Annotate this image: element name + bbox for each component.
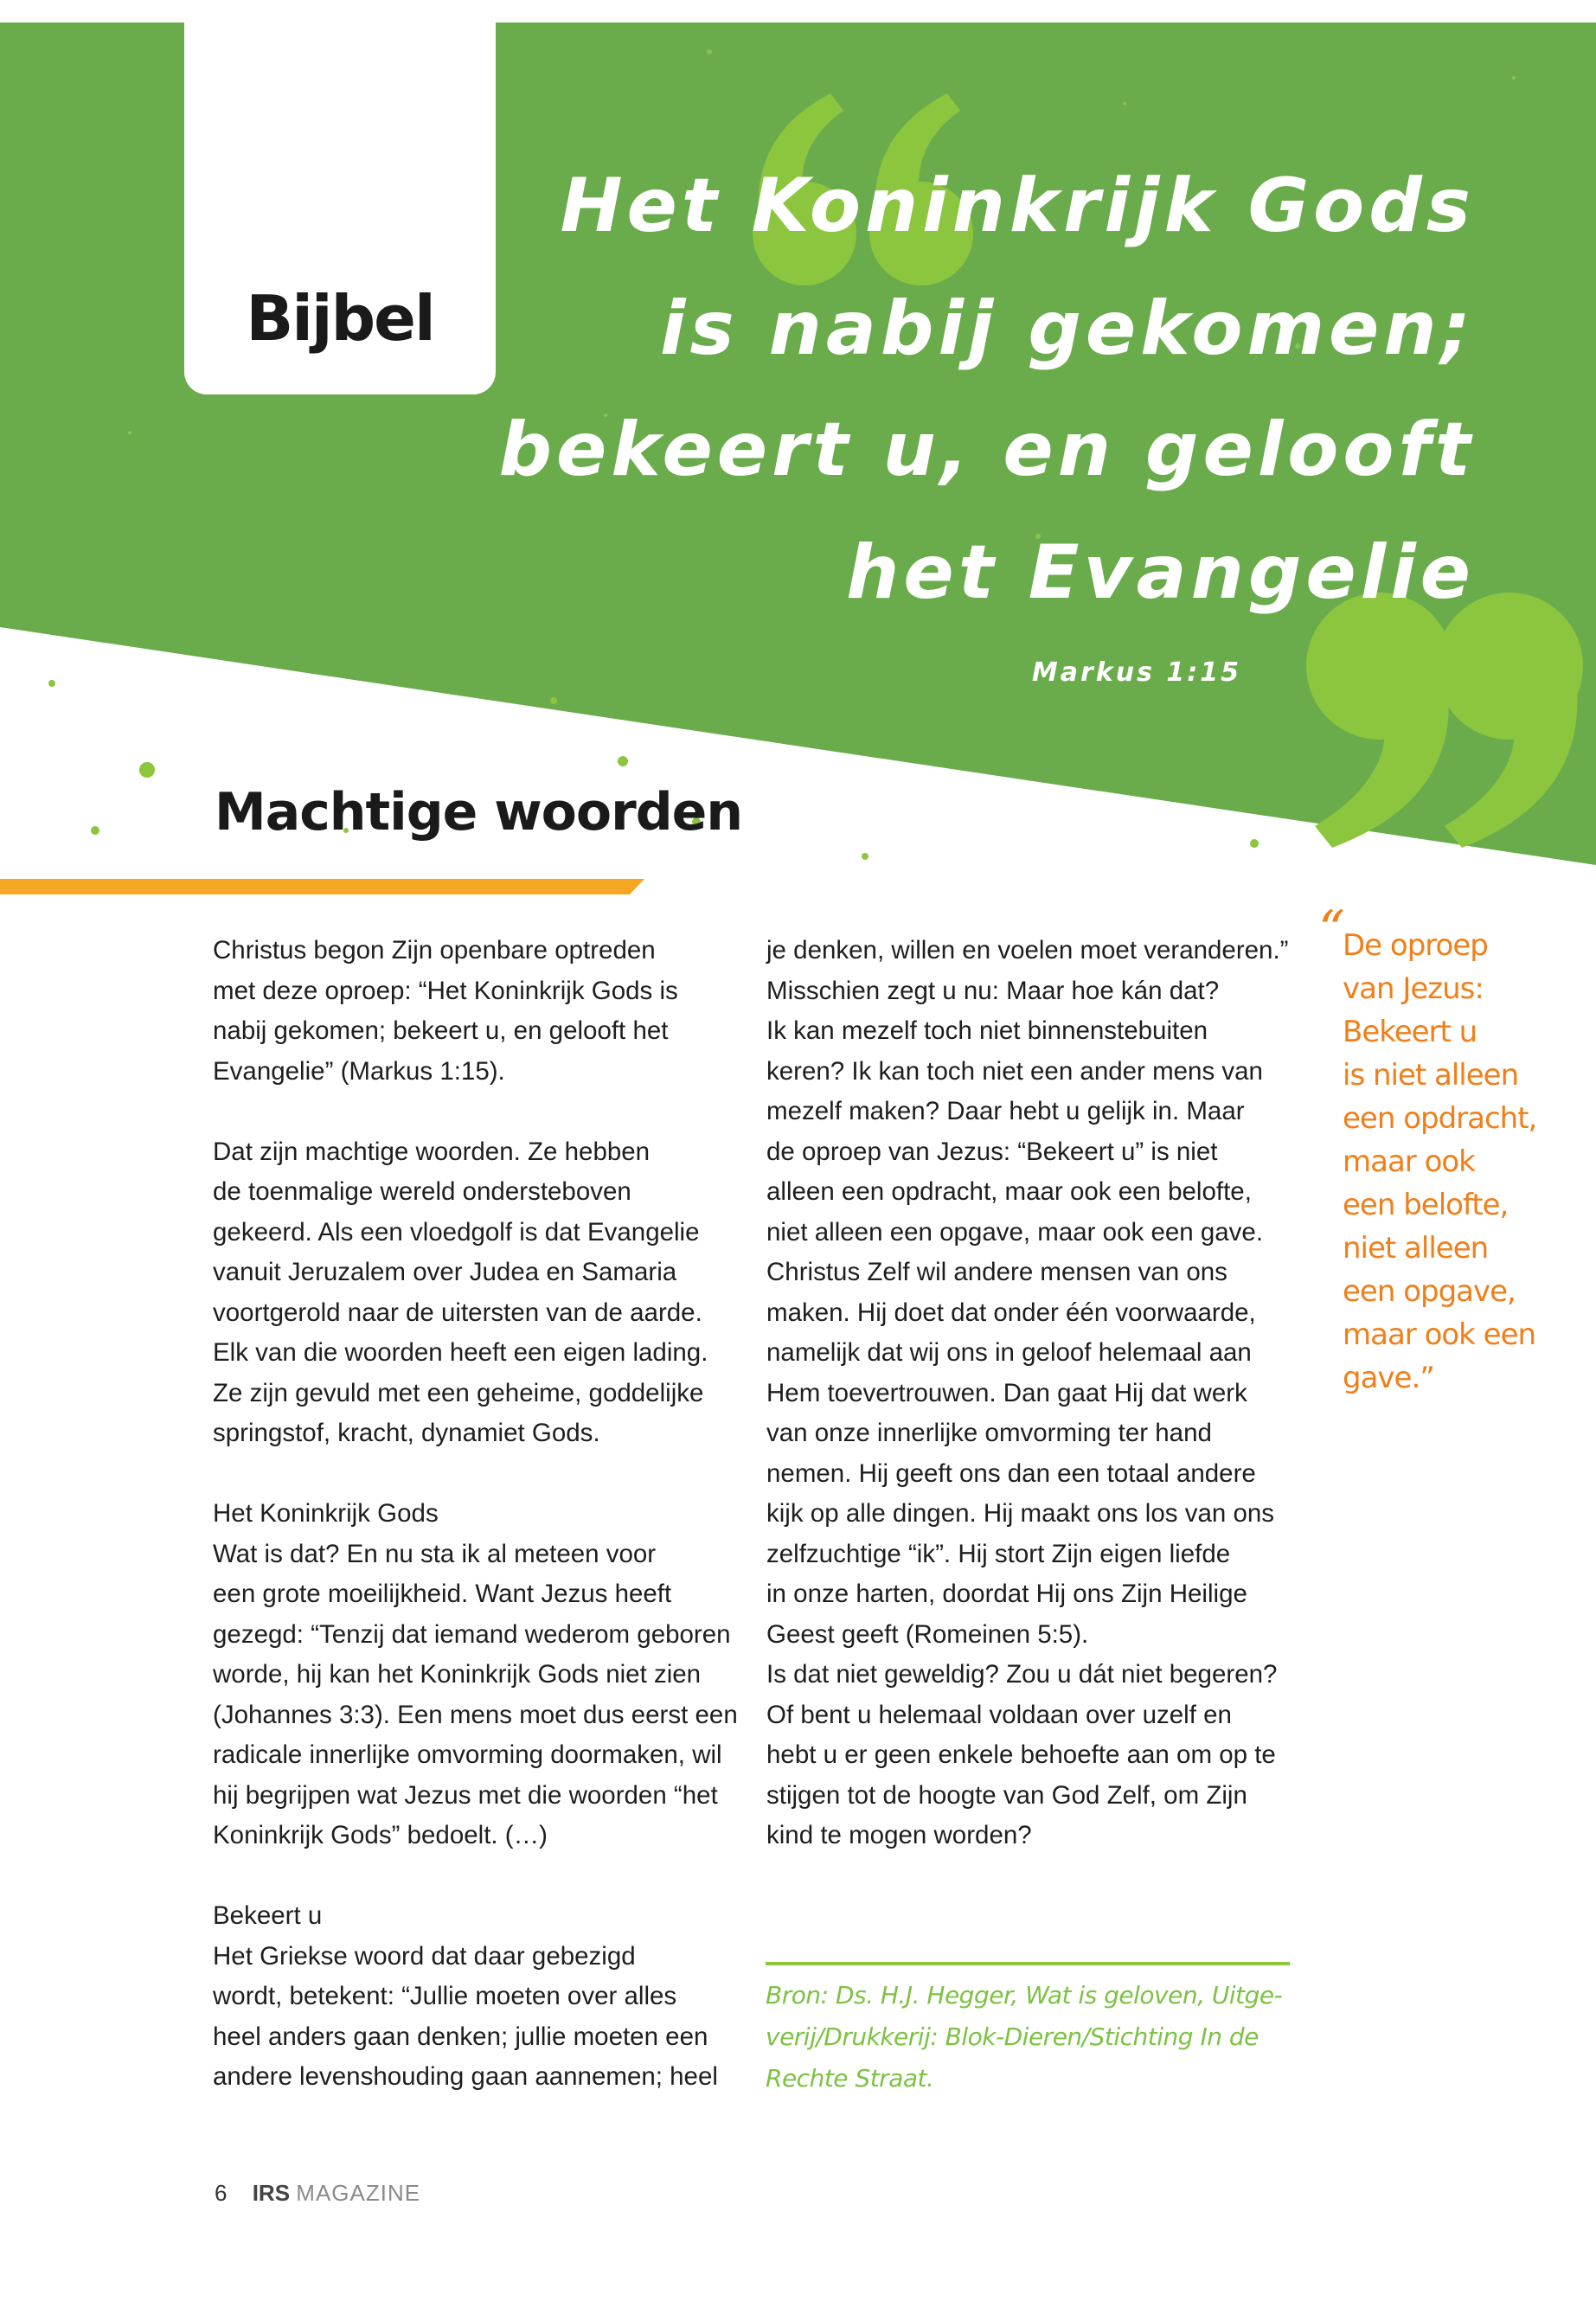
text-line: springstof, kracht, dynamiet Gods. <box>213 1419 600 1447</box>
text-line: worde, hij kan het Koninkrijk Gods niet zien <box>213 1660 702 1689</box>
page-number: 6 <box>215 2180 228 2206</box>
text-line: radicale innerlijke omvorming doormaken, wil <box>213 1740 722 1769</box>
quote-line: is nabij gekomen; <box>660 285 1475 372</box>
pull-quote-line: een belofte, <box>1343 1188 1509 1222</box>
text-line: Elk van die woorden heeft een eigen lading. <box>213 1338 708 1367</box>
pull-quote-line: van Jezus: <box>1343 971 1484 1006</box>
text-line: je denken, willen en voelen moet veranderen.” <box>766 936 1289 965</box>
text-line: stijgen tot de hoogte van God Zelf, om Zijn <box>766 1780 1247 1810</box>
text-line: Of bent u helemaal voldaan over uzelf en <box>766 1700 1232 1729</box>
pull-quote-line: Bekeert u <box>1343 1015 1477 1049</box>
quote-reference: Markus 1:15 <box>1031 657 1241 688</box>
pull-quote-line: een opgave, <box>1343 1274 1516 1309</box>
pull-quote-line: De oproep <box>1343 928 1488 963</box>
text-line: andere levenshouding gaan aannemen; heel <box>213 2062 718 2091</box>
text-line: Ze zijn gevuld met een geheime, goddelijke <box>213 1378 704 1407</box>
article-column-2 <box>766 931 1288 1856</box>
text-line: wordt, betekent: “Jullie moeten over alles <box>213 1982 677 2010</box>
text-line: de toenmalige wereld ondersteboven <box>213 1177 631 1206</box>
text-line: Hem toevertrouwen. Dan gaat Hij dat werk <box>766 1378 1247 1407</box>
text-line: heel anders gaan denken; jullie moeten een <box>213 2022 708 2051</box>
text-line: Is dat niet geweldig? Zou u dát niet begeren? <box>766 1660 1278 1689</box>
text-line: Dat zijn machtige woorden. Ze hebben <box>213 1137 651 1166</box>
text-line: nabij gekomen; bekeert u, en gelooft het <box>213 1016 669 1045</box>
text-line: Misschien zegt u nu: Maar hoe kán dat? <box>766 976 1220 1005</box>
footer-brand: IRS <box>252 2180 291 2206</box>
text-line: kind te mogen worden? <box>766 1821 1032 1849</box>
text-line: kijk op alle dingen. Hij maakt ons los van ons <box>766 1499 1275 1528</box>
text-line: Wat is dat? En nu sta ik al meteen voor <box>213 1539 657 1568</box>
source-citation <box>766 1975 1302 2099</box>
text-line: de oproep van Jezus: “Bekeert u” is niet <box>766 1137 1218 1166</box>
pull-quote-line: maar ook <box>1343 1144 1475 1179</box>
section-tag-box <box>184 22 496 394</box>
article-column-1 <box>213 931 738 2098</box>
text-line: hij begrijpen wat Jezus met die woorden “het <box>213 1780 718 1810</box>
paragraph-gap <box>213 1092 738 1132</box>
subheading: Het Koninkrijk Gods <box>213 1499 439 1528</box>
text-line: gekeerd. Als een vloedgolf is dat Evangelie <box>213 1217 700 1247</box>
text-line: Evangelie” (Markus 1:15). <box>213 1056 505 1086</box>
paragraph-gap <box>213 1856 738 1897</box>
section-tag: Bijbel <box>246 282 434 355</box>
footer-magazine: MAGAZINE <box>296 2180 421 2206</box>
article-title: Machtige woorden <box>215 782 743 843</box>
quote-line: Het Koninkrijk Gods <box>560 163 1475 249</box>
text-line: in onze harten, doordat Hij ons Zijn Heilige <box>766 1580 1247 1608</box>
source-line: Bron: Ds. H.J. Hegger, Wat is geloven, Uitge- <box>766 1981 1283 2009</box>
source-line: Rechte Straat. <box>766 2064 934 2093</box>
text-line: zelfzuchtige “ik”. Hij stort Zijn eigen liefde <box>766 1539 1231 1568</box>
text-line: gezegd: “Tenzij dat iemand wederom geboren <box>213 1619 731 1649</box>
paragraph-gap <box>213 1454 738 1495</box>
pull-quote-line: een opdracht, <box>1343 1101 1537 1136</box>
text-line: Christus Zelf wil andere mensen van ons <box>766 1258 1227 1286</box>
text-line: Koninkrijk Gods” bedoelt. (…) <box>213 1821 548 1849</box>
pull-quote-open-mark-icon: “ <box>1318 900 1345 960</box>
text-line: Geest geeft (Romeinen 5:5). <box>766 1619 1089 1649</box>
text-line: niet alleen een opgave, maar ook een gave. <box>766 1217 1264 1247</box>
pull-quote <box>1343 924 1559 1400</box>
pull-quote-line: is niet alleen <box>1343 1058 1519 1093</box>
text-line: nemen. Hij geeft ons dan een totaal andere <box>766 1458 1256 1488</box>
pull-quote-line: niet alleen <box>1343 1231 1489 1266</box>
text-line: met deze oproep: “Het Koninkrijk Gods is <box>213 976 678 1005</box>
text-line: voortgerold naar de uitersten van de aarde. <box>213 1298 702 1327</box>
text-line: alleen een opdracht, maar ook een belofte, <box>766 1177 1252 1206</box>
text-line: hebt u er geen enkele behoefte aan om op te <box>766 1740 1276 1769</box>
text-line: van onze innerlijke omvorming ter hand <box>766 1419 1212 1447</box>
source-divider <box>766 1962 1290 1965</box>
text-line: Ik kan mezelf toch niet binnenstebuiten <box>766 1016 1208 1045</box>
text-line: vanuit Jeruzalem over Judea en Samaria <box>213 1258 677 1286</box>
quote-line: bekeert u, en gelooft <box>498 407 1475 493</box>
source-line: verij/Drukkerij: Blok-Dieren/Stichting In de <box>766 2022 1259 2051</box>
text-line: maken. Hij doet dat onder één voorwaarde, <box>766 1298 1256 1327</box>
text-line: (Johannes 3:3). Een mens moet dus eerst een <box>213 1700 738 1729</box>
quote-line: het Evangelie <box>846 529 1475 616</box>
pull-quote-line: maar ook een <box>1343 1317 1536 1352</box>
text-line: Het Griekse woord dat daar gebezigd <box>213 1941 636 1971</box>
subheading: Bekeert u <box>213 1901 323 1930</box>
text-line: namelijk dat wij ons in geloof helemaal aan <box>766 1338 1252 1367</box>
text-line: een grote moeilijkheid. Want Jezus heeft <box>213 1580 672 1608</box>
text-line: Christus begon Zijn openbare optreden <box>213 936 656 965</box>
page-footer <box>215 2180 420 2207</box>
text-line: mezelf maken? Daar hebt u gelijk in. Maar <box>766 1097 1245 1125</box>
pull-quote-line: gave.” <box>1343 1361 1434 1395</box>
title-underline <box>0 879 644 894</box>
text-line: keren? Ik kan toch niet een ander mens van <box>766 1056 1263 1086</box>
